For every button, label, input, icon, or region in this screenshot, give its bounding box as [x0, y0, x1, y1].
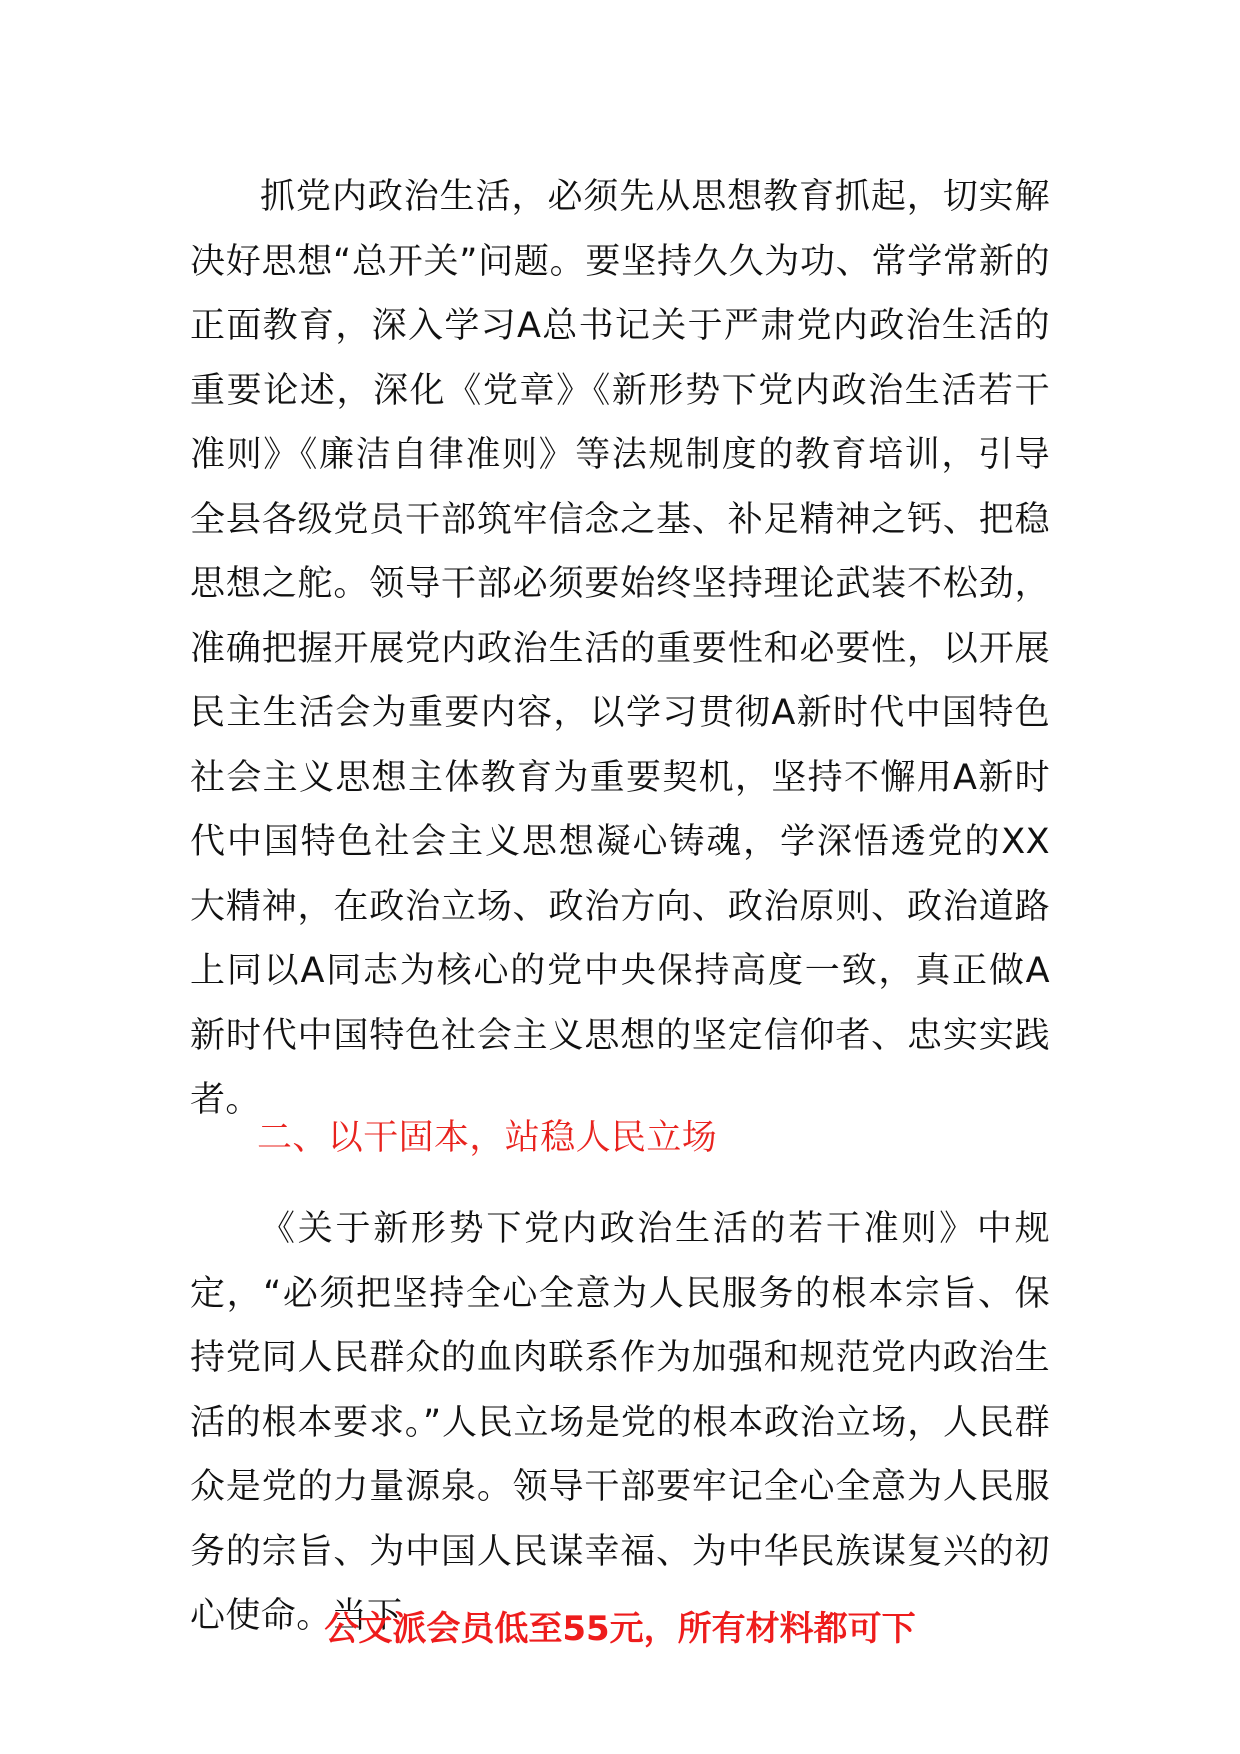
- body-paragraph-2: 《关于新形势下党内政治生活的若干准则》中规定，“必须把坚持全心全意为人民服务的根本宗旨、保持党同人民群众的血肉联系作为加强和规范党内政治生活的根本要求。”人民立场是党的根本政治立场，人民群众是党的力量源泉。领导干部要牢记全心全意为人民服务的宗旨、为中国人民谋幸福、为中华民族谋复兴的初心使命。当下: [190, 1209, 1050, 1636]
- promo-banner-text: 公文派会员低至55元，所有材料都可下: [324, 1609, 916, 1649]
- section-heading-2: 二、以干固本，站稳人民立场: [257, 1118, 718, 1158]
- body-paragraph-1: 抓党内政治生活，必须先从思想教育抓起，切实解决好思想“总开关”问题。要坚持久久为功、常学常新的正面教育，深入学习A总书记关于严肃党内政治生活的重要论述，深化《党章》《新形势下党内政治生活若干准则》《廉洁自律准则》等法规制度的教育培训，引导全县各级党员干部筑牢信念之基、补足精神之钙、把稳思想之舵。领导干部必须要始终坚持理论武装不松劲，准确把握开展党内政治生活的重要性和必要性，以开展民主生活会为重要内容，以学习贯彻A新时代中国特色社会主义思想主体教育为重要契机，坚持不懈用A新时代中国特色社会主义思想凝心铸魂，学深悟透党的XX大精神，在政治立场、政治方向、政治原则、政治道路上同以A同志为核心的党中央保持高度一致，真正做A新时代中国特色社会主义思想的坚定信仰者、忠实实践者。: [190, 177, 1050, 1120]
